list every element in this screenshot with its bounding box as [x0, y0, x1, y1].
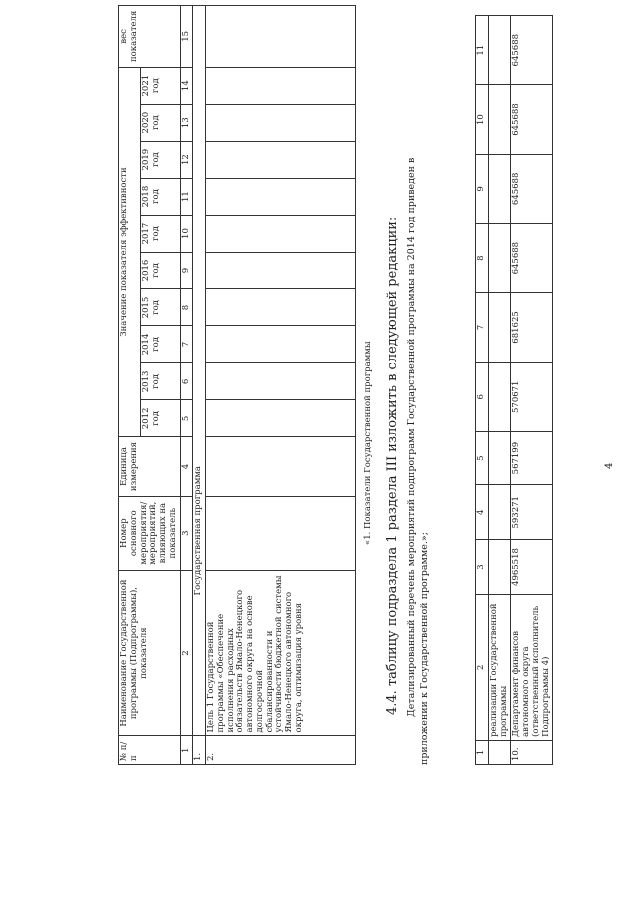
empty-cell: [488, 224, 511, 293]
header-name: Наименование Государственной программы (Подпрограммы), показателя: [119, 570, 181, 736]
header-year: 2018 год: [141, 178, 180, 215]
empty-cell: [206, 252, 356, 289]
empty-cell: [206, 496, 356, 570]
empty-cell: [488, 540, 511, 595]
value-cell: 567199: [511, 431, 553, 484]
value-cell: 645688: [511, 154, 553, 223]
col-number: 2: [180, 570, 193, 736]
top-header-cell: 11: [476, 16, 489, 85]
col-number: 1: [180, 736, 193, 765]
row-number: 2.: [206, 736, 356, 765]
empty-cell: [206, 326, 356, 363]
header-year: 2020 год: [141, 104, 180, 141]
empty-cell: [488, 740, 511, 764]
top-header-cell: 6: [476, 362, 489, 431]
col-number: 10: [180, 215, 193, 252]
table-caption: «1. Показатели Государственной программы: [363, 341, 373, 545]
header-year: 2021 год: [141, 67, 180, 104]
col-number: 4: [180, 437, 193, 496]
header-row-1: [119, 6, 141, 765]
empty-cell: [206, 178, 356, 215]
value-cell: 645688: [511, 224, 553, 293]
row-1: [193, 6, 206, 765]
col-number: 7: [180, 326, 193, 363]
top-header-cell: 1: [476, 740, 489, 764]
header-year: 2014 год: [141, 326, 180, 363]
row-number: 1.: [193, 736, 206, 765]
header-year: 2017 год: [141, 215, 180, 252]
row-number: 10.: [511, 740, 553, 764]
col-number: 12: [180, 141, 193, 178]
col-number: 8: [180, 289, 193, 326]
header-unit: Единица измерения: [119, 437, 181, 496]
col-number: 9: [180, 252, 193, 289]
top-table-header-row: [476, 16, 489, 765]
top-table-row-continuation: [488, 16, 511, 765]
empty-cell: [206, 104, 356, 141]
col-number: 13: [180, 104, 193, 141]
empty-cell: [206, 437, 356, 496]
top-header-cell: 10: [476, 85, 489, 154]
header-year: 2015 год: [141, 289, 180, 326]
row-continuation-text: реализации Государственной программы: [488, 594, 511, 740]
row-goal-text: Цель 1 Государственной программы «Обеспечение исполнения расходных обязательств Ямало-Ненецкого автономного округа на основе долгосрочной сбалансированности и устойчивости бюджетной системы Ямало-Ненецкого автономного округа, оптимизация уровня: [206, 570, 356, 736]
header-year: 2016 год: [141, 252, 180, 289]
top-header-cell: 3: [476, 540, 489, 595]
top-header-cell: 8: [476, 224, 489, 293]
header-year: 2012 год: [141, 400, 180, 437]
value-cell: 645688: [511, 16, 553, 85]
col-number: 6: [180, 363, 193, 400]
top-header-cell: 4: [476, 485, 489, 540]
row-name: Департамент финансов автономного округа (ответственный исполнитель Подпрограммы 4): [511, 594, 553, 740]
value-cell: 4965518: [511, 540, 553, 595]
value-cell: 681625: [511, 293, 553, 362]
row-section-title: Государственная программа: [193, 6, 206, 736]
value-cell: 570671: [511, 362, 553, 431]
top-table-row-10: [511, 16, 553, 765]
header-num: № п/п: [119, 736, 181, 765]
header-weight: вес показателя: [119, 6, 181, 68]
value-cell: 645688: [511, 85, 553, 154]
top-header-cell: 9: [476, 154, 489, 223]
empty-cell: [488, 85, 511, 154]
column-number-row: [180, 6, 193, 765]
header-year: 2013 год: [141, 363, 180, 400]
page-number: 4: [604, 462, 615, 469]
header-measure-num: Номер основного мероприятия/мероприятий, влияющих на показатель: [119, 496, 181, 570]
paragraph: Детализированный перечень мероприятий подпрограмм Государственной программы на 2014 год приведен в приложении к Государственной программе.»;: [406, 157, 431, 765]
header-indicator-group: Значение показателя эффективности: [119, 67, 141, 437]
section-heading: 4.4. таблицу подраздела 1 раздела III изложить в следующей редакции:: [385, 216, 400, 715]
empty-cell: [206, 6, 356, 68]
col-number: 5: [180, 400, 193, 437]
top-header-cell: 5: [476, 431, 489, 484]
value-cell: 593271: [511, 485, 553, 540]
header-year: 2019 год: [141, 141, 180, 178]
empty-cell: [488, 431, 511, 484]
top-header-cell: 2: [476, 594, 489, 740]
col-number: 14: [180, 67, 193, 104]
col-number: 11: [180, 178, 193, 215]
empty-cell: [488, 154, 511, 223]
col-number: 3: [180, 496, 193, 570]
empty-cell: [488, 362, 511, 431]
top-table: [475, 15, 553, 765]
empty-cell: [206, 141, 356, 178]
empty-cell: [488, 485, 511, 540]
empty-cell: [206, 215, 356, 252]
empty-cell: [206, 67, 356, 104]
row-2: [206, 6, 356, 765]
indicators-table: [118, 5, 356, 765]
top-header-cell: 7: [476, 293, 489, 362]
empty-cell: [206, 289, 356, 326]
empty-cell: [206, 400, 356, 437]
empty-cell: [488, 16, 511, 85]
col-number: 15: [180, 6, 193, 68]
empty-cell: [488, 293, 511, 362]
empty-cell: [206, 363, 356, 400]
